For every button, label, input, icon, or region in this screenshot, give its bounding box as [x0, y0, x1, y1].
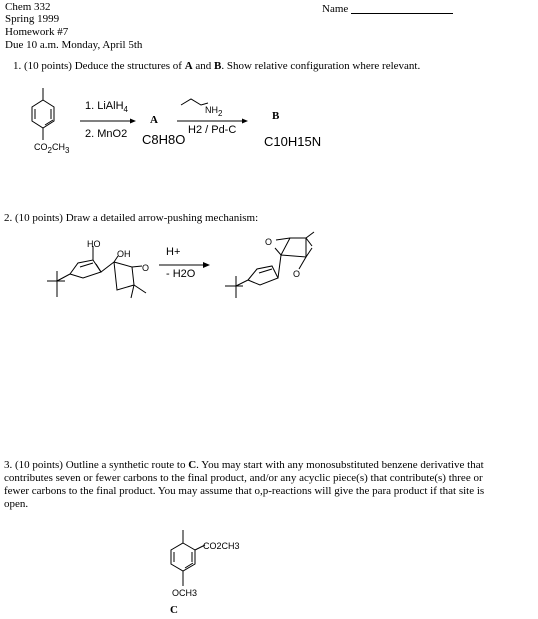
term: Spring 1999: [5, 13, 60, 25]
q2-oh-label: OH: [117, 249, 131, 259]
q3-prompt-line1: 3. (10 points) Outline a synthetic route to C. You may start with any monosubstituted benzene derivative that: [4, 459, 484, 471]
q1-step1-reagent: 1. LiAlH$_4$: [85, 100, 128, 115]
name-label: Name: [322, 3, 349, 15]
q1-step2-reagent: 2. MnO2: [85, 128, 128, 140]
assignment-title: Homework #7: [5, 26, 69, 38]
q3-target-structure: [171, 530, 205, 586]
q2-product-o1-label: O: [265, 237, 273, 247]
compound-c-label: C: [170, 604, 178, 616]
q1-ester-label: $CO_2CH_3$: [34, 142, 70, 155]
q2-ho-label: HO: [87, 239, 101, 249]
q1-prompt: 1. (10 points) Deduce the structures of A and B. Show relative configuration where relevant.: [13, 60, 421, 72]
q2-acid-reagent: H+: [166, 246, 181, 258]
amine-label: $NH_2$: [205, 105, 223, 118]
q2-starting-material: [47, 246, 146, 298]
q2-carbonyl-o-label: O: [142, 263, 150, 273]
q3-prompt-line3: fewer carbons to the final product. You may assume that o,p-reactions will give the para product if that site is: [4, 485, 485, 497]
q3-prompt-line2: contributes seven or fewer carbons to the final product, and/or any acyclic piece(s) that contribute(s) three or: [4, 472, 483, 484]
compound-a-label: A: [150, 114, 158, 126]
q2-prompt: 2. (10 points) Draw a detailed arrow-pushing mechanism:: [4, 212, 259, 224]
ethylamine-structure: [181, 99, 208, 105]
compound-a-formula: C8H8O: [142, 132, 186, 147]
q2-water-loss: - H2O: [166, 268, 196, 280]
q1-starting-material: [32, 88, 54, 140]
q3-ester-label: CO2CH3: [203, 541, 240, 551]
compound-b-label: B: [272, 110, 280, 122]
q1-step3-conditions: H2 / Pd-C: [188, 124, 237, 136]
q3-prompt-line4: open.: [4, 498, 29, 510]
course-title: Chem 332: [5, 1, 51, 13]
due-date: Due 10 a.m. Monday, April 5th: [5, 39, 143, 51]
q2-product-o2-label: O: [293, 269, 301, 279]
q3-methoxy-label: OCH3: [172, 588, 198, 598]
compound-b-formula: C10H15N: [264, 134, 322, 149]
